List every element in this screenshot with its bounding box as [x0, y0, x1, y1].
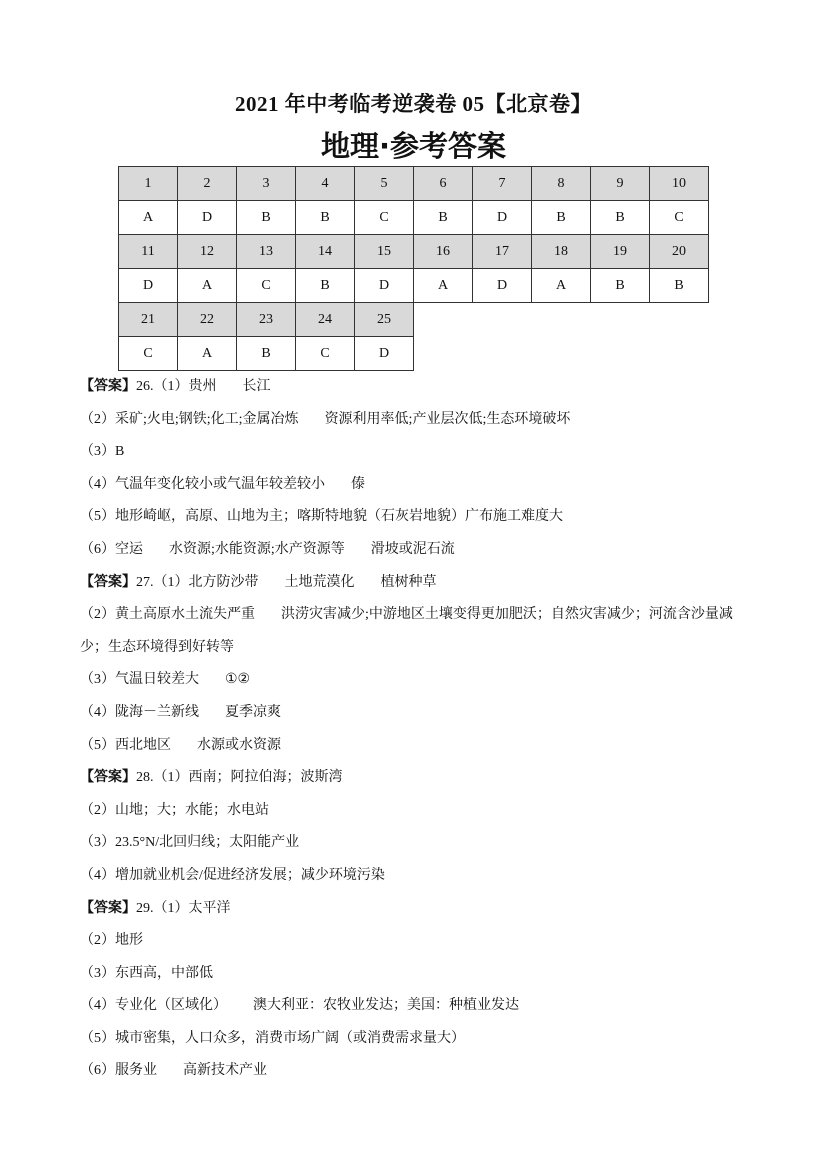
- question-number-cell: 20: [650, 235, 709, 269]
- answer-cell: D: [355, 269, 414, 303]
- question-number-cell: 21: [119, 303, 178, 337]
- empty-cell: [532, 337, 591, 371]
- answer-line: [80, 893, 760, 926]
- question-number-cell: 1: [119, 167, 178, 201]
- answer-cell: A: [119, 201, 178, 235]
- answer-text: 高新技术产业: [183, 1063, 267, 1079]
- answer-line: [80, 697, 760, 730]
- answer-cell: B: [591, 269, 650, 303]
- question-number-cell: 9: [591, 167, 650, 201]
- question-number-cell: 5: [355, 167, 414, 201]
- answer-cell: B: [591, 201, 650, 235]
- answer-cell: B: [532, 201, 591, 235]
- table-row-numbers: [119, 167, 709, 201]
- answer-line: [80, 534, 760, 567]
- question-number-cell: 16: [414, 235, 473, 269]
- empty-cell: [473, 337, 532, 371]
- question-number-cell: 10: [650, 167, 709, 201]
- answer-cell: A: [178, 337, 237, 371]
- question-number-cell: 15: [355, 235, 414, 269]
- question-number-cell: 12: [178, 235, 237, 269]
- answer-text: （4）陇海－兰新线: [80, 704, 199, 720]
- answer-line: [80, 1055, 760, 1088]
- table-row-answers: [119, 337, 709, 371]
- answer-line: [80, 958, 760, 991]
- answer-text: （3）B: [80, 444, 125, 460]
- answer-text: （2）地形: [80, 933, 143, 949]
- page-subtitle: 地理·参考答案: [320, 129, 507, 163]
- answer-table: [118, 166, 709, 371]
- answer-cell: A: [532, 269, 591, 303]
- answer-cell: D: [119, 269, 178, 303]
- answer-text: （2）黄土高原水土流失严重: [80, 607, 255, 623]
- question-number-cell: 25: [355, 303, 414, 337]
- question-number-cell: 13: [237, 235, 296, 269]
- answer-tag: 【答案】: [80, 900, 136, 916]
- answer-text: 傣: [351, 476, 365, 492]
- answer-line: [80, 730, 760, 763]
- answer-text: ①②: [225, 672, 251, 688]
- empty-cell: [414, 337, 473, 371]
- answer-line: [80, 371, 760, 404]
- empty-cell: [650, 337, 709, 371]
- empty-cell: [473, 303, 532, 337]
- empty-cell: [414, 303, 473, 337]
- answer-line: [80, 990, 760, 1023]
- answer-text: （2）山地；大；水能；水电站: [80, 802, 269, 818]
- answer-text: （5）地形崎岖，高原、山地为主；喀斯特地貌（石灰岩地貌）广布施工难度大: [80, 509, 563, 525]
- answer-cell: C: [650, 201, 709, 235]
- answer-text: 土地荒漠化: [284, 574, 355, 590]
- answer-text: （2）采矿;火电;钢铁;化工;金属冶炼: [80, 411, 299, 427]
- answer-cell: D: [355, 337, 414, 371]
- answer-text: 水资源;水能资源;水产资源等: [169, 541, 345, 557]
- answer-text: 27.（1）北方防沙带: [136, 574, 259, 590]
- question-number-cell: 19: [591, 235, 650, 269]
- answer-line: [80, 469, 760, 502]
- answer-text: 植树种草: [380, 574, 437, 590]
- answer-text: 水源或水资源: [197, 737, 281, 753]
- answer-line: [80, 762, 760, 795]
- answer-line: [80, 599, 760, 664]
- answer-tag: 【答案】: [80, 770, 136, 786]
- question-number-cell: 11: [119, 235, 178, 269]
- question-number-cell: 2: [178, 167, 237, 201]
- answer-text: （3）23.5°N/北回归线；太阳能产业: [80, 835, 300, 851]
- table-row-numbers: [119, 235, 709, 269]
- answer-text: 夏季凉爽: [225, 704, 281, 720]
- answer-line: [80, 925, 760, 958]
- answer-text: 28.（1）西南；阿拉伯海；波斯湾: [136, 770, 343, 786]
- answer-text: （5）西北地区: [80, 737, 171, 753]
- empty-cell: [532, 303, 591, 337]
- answer-line: [80, 664, 760, 697]
- answer-cell: C: [119, 337, 178, 371]
- answer-cell: B: [237, 337, 296, 371]
- answer-line: [80, 404, 760, 437]
- question-number-cell: 8: [532, 167, 591, 201]
- answer-text: （6）服务业: [80, 1063, 157, 1079]
- answer-text: 资源利用率低;产业层次低;生态环境破坏: [324, 411, 571, 427]
- answer-tag: 【答案】: [80, 574, 136, 590]
- answer-text: （4）专业化（区域化）: [80, 998, 227, 1014]
- question-number-cell: 23: [237, 303, 296, 337]
- answer-text: 长江: [242, 379, 271, 394]
- answer-text: 29.（1）太平洋: [136, 900, 231, 916]
- answer-text: （6）空运: [80, 541, 143, 557]
- empty-cell: [650, 303, 709, 337]
- answer-line: [80, 567, 760, 600]
- answer-line: [80, 1023, 760, 1056]
- table-row-answers: [119, 269, 709, 303]
- answer-text: （4）增加就业机会/促进经济发展；减少环境污染: [80, 867, 385, 883]
- question-number-cell: 14: [296, 235, 355, 269]
- table-row-answers: [119, 201, 709, 235]
- empty-cell: [591, 303, 650, 337]
- empty-cell: [591, 337, 650, 371]
- answer-cell: B: [296, 269, 355, 303]
- answer-text: （4）气温年变化较小或气温年较差较小: [80, 476, 325, 492]
- answer-line: [80, 501, 760, 534]
- answer-list: [80, 371, 760, 1088]
- answer-text: 洪涝灾害减少;中游地区土壤变得更加肥沃；自然灾害减少；河流含沙量减少；生态环境得到好转等: [80, 607, 733, 655]
- answer-cell: C: [237, 269, 296, 303]
- answer-text: 26.（1）贵州: [136, 379, 217, 394]
- question-number-cell: 3: [237, 167, 296, 201]
- answer-text: （3）气温日较差大: [80, 672, 199, 688]
- answer-cell: D: [178, 201, 237, 235]
- question-number-cell: 17: [473, 235, 532, 269]
- question-number-cell: 22: [178, 303, 237, 337]
- page-title: 2021 年中考临考逆袭卷 05【北京卷】: [235, 92, 592, 116]
- answer-cell: B: [237, 201, 296, 235]
- answer-cell: D: [473, 201, 532, 235]
- answer-cell: A: [414, 269, 473, 303]
- answer-line: [80, 795, 760, 828]
- question-number-cell: 18: [532, 235, 591, 269]
- answer-text: 澳大利亚：农牧业发达；美国：种植业发达: [253, 998, 519, 1014]
- question-number-cell: 4: [296, 167, 355, 201]
- question-number-cell: 6: [414, 167, 473, 201]
- answer-cell: C: [355, 201, 414, 235]
- answer-text: （3）东西高，中部低: [80, 965, 213, 981]
- answer-cell: D: [473, 269, 532, 303]
- answer-cell: B: [414, 201, 473, 235]
- answer-line: [80, 436, 760, 469]
- answer-tag: 【答案】: [80, 379, 136, 394]
- question-number-cell: 24: [296, 303, 355, 337]
- answer-text: （5）城市密集，人口众多，消费市场广阔（或消费需求量大）: [80, 1030, 465, 1046]
- answer-text: 滑坡或泥石流: [370, 541, 455, 557]
- answer-cell: A: [178, 269, 237, 303]
- answer-cell: B: [296, 201, 355, 235]
- question-number-cell: 7: [473, 167, 532, 201]
- table-row-numbers: [119, 303, 709, 337]
- answer-line: [80, 860, 760, 893]
- answer-line: [80, 827, 760, 860]
- answer-cell: B: [650, 269, 709, 303]
- answer-cell: C: [296, 337, 355, 371]
